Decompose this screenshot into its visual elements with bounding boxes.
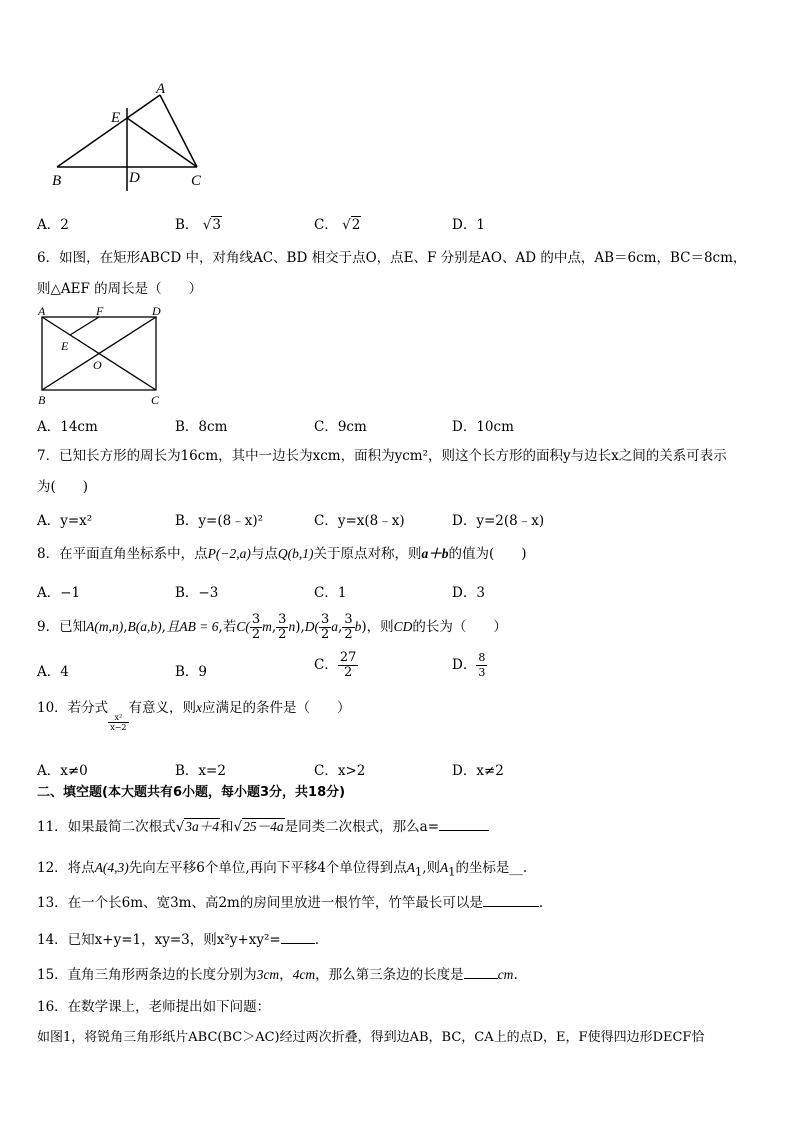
q8-expr: a＋b xyxy=(421,546,449,561)
q8-point-q: Q(b,1) xyxy=(277,546,314,561)
q9-if: 若 xyxy=(222,619,237,635)
q12-mid2: ,则 xyxy=(422,860,441,876)
q9-prefix: 9．已知 xyxy=(37,619,87,635)
q7-stem-line1: 7．已知长方形的周长为16cm，其中一边长为xcm，面积为ycm²，则这个长方形的面积y与边长x之间的关系可表示 xyxy=(37,448,727,464)
q9-option-b[interactable]: B．9 xyxy=(175,664,208,680)
q8-mid2: 关于原点对称，则 xyxy=(313,546,422,562)
q9-frac-3: $\frac{3}{2}$ xyxy=(321,612,330,642)
q5-option-d[interactable]: D．1 xyxy=(452,217,485,233)
q6-label-o: O xyxy=(93,358,102,372)
q6-label-a: A xyxy=(38,304,46,318)
q16-stem-line1: 16．在数学课上，老师提出如下问题： xyxy=(37,999,271,1015)
q15-text: 15．直角三角形两条边的长度分别为 xyxy=(37,967,257,983)
q9-frac-1: $\frac{3}{2}$ xyxy=(251,612,261,642)
q11-answer-blank[interactable] xyxy=(439,818,489,831)
q9-option-c[interactable] xyxy=(314,651,358,680)
q9-var-b: b xyxy=(354,619,362,634)
q6-label-e: E xyxy=(61,339,69,353)
q15-stem xyxy=(37,965,518,985)
q5-option-c-label: C． xyxy=(314,217,338,233)
q14-end: . xyxy=(314,932,319,948)
q13-end: . xyxy=(538,895,544,911)
q9-frac-4: $\frac{3}{2}$ xyxy=(344,612,353,642)
q12-sub-1: 1 xyxy=(415,865,423,879)
q5-option-c-radicand: 2 xyxy=(351,217,361,233)
q9-option-d[interactable] xyxy=(452,651,487,680)
q10-suffix: 应满足的条件是（ ） xyxy=(202,700,351,716)
q9-stem: 9．已知A(m,n),B(a,b),且AB = 6,若C( $\frac{3}{2}$ m, $\frac{3}{2}$ n),D( $\frac{3}{2}$ a, $\frac{3}{2}$ b)，则CD的长为（ ） xyxy=(37,612,507,642)
q7-stem-line2: 为( ) xyxy=(37,479,89,495)
q5-label-d: D xyxy=(129,170,140,186)
q14-text: 14．已知x+y=1，xy=3，则x²y+xy²= xyxy=(37,932,281,948)
q5-label-e: E xyxy=(111,110,121,126)
q14-answer-blank[interactable] xyxy=(281,931,315,944)
q13-stem xyxy=(37,893,543,913)
q6-option-a[interactable]: A．14cm xyxy=(37,419,98,435)
q6-option-b[interactable]: B．8cm xyxy=(175,419,228,435)
q8-stem xyxy=(37,544,527,564)
q10-option-d[interactable]: D．x≠2 xyxy=(452,763,504,779)
q9-option-a[interactable]: A．4 xyxy=(37,664,69,680)
q9-point-c: C( xyxy=(236,619,250,634)
q5-label-c: C xyxy=(191,173,202,189)
q10-stem xyxy=(37,698,351,732)
q9-point-a: A(m,n) xyxy=(86,619,124,634)
q5-label-a: A xyxy=(156,81,166,97)
q6-label-b: B xyxy=(38,393,46,407)
q12-sub-2: 1 xyxy=(448,865,456,879)
q9-segment-cd: CD xyxy=(393,619,413,634)
q10-mid: 有意义，则 xyxy=(128,700,196,716)
q15-end: . xyxy=(513,967,518,983)
q12-prefix: 12．将点 xyxy=(37,860,95,876)
q7-option-d[interactable]: D．y=2(8﹣x) xyxy=(452,513,545,529)
q5-label-b: B xyxy=(52,173,62,189)
q5-figure xyxy=(50,78,215,193)
q5-option-a[interactable]: A．2 xyxy=(37,217,69,233)
q5-option-b-label: B． xyxy=(175,217,199,233)
q9-option-d-frac: $\frac{8}{3}$ xyxy=(478,651,486,679)
q9-point-d: D( xyxy=(304,619,320,634)
q15-mid: ，那么第三条边的长度是 xyxy=(315,967,464,983)
q9-suffix: 的长为（ ） xyxy=(412,619,507,635)
q15-value-1: 3cm xyxy=(256,967,280,982)
q9-point-b: B(a,b) xyxy=(127,619,162,634)
q9-var-a: a xyxy=(331,619,339,634)
q5-option-b-radicand: 3 xyxy=(212,217,221,233)
q6-option-c[interactable]: C．9cm xyxy=(314,419,367,435)
q6-label-c: C xyxy=(151,393,160,407)
q6-label-d: D xyxy=(152,304,161,318)
q7-option-a[interactable]: A．y=x² xyxy=(37,513,93,529)
q11-suffix: 是同类二次根式，那么a= xyxy=(284,819,440,835)
q8-mid: 与点 xyxy=(250,546,278,562)
q11-radicand-2: 25－4a xyxy=(243,819,284,834)
q6-segment-ef xyxy=(70,317,99,335)
q16-stem-line2: 如图1，将锐角三角形纸片ABC(BC＞AC)经过两次折叠，得到边AB，BC，CA上的点D，E，F使得四边形DECF恰 xyxy=(37,1030,705,1045)
q12-point-a: A(4,3) xyxy=(94,860,129,875)
q8-option-c[interactable]: C．1 xyxy=(314,585,347,601)
q5-option-c[interactable]: C． √2 xyxy=(314,217,361,233)
q10-var-x: x xyxy=(196,700,202,715)
q9-option-c-label: C． xyxy=(314,657,338,673)
q12-mid: 先向左平移6个单位,再向下平移4个单位得到点 xyxy=(128,860,407,876)
q11-prefix: 11．如果最简二次根式 xyxy=(37,819,176,835)
q12-point-a1-ref: A xyxy=(440,860,449,875)
q13-text: 13．在一个长6m、宽3m、高2m的房间里放进一根竹竿，竹竿最长可以是 xyxy=(37,895,483,911)
q9-var-n: n xyxy=(288,619,296,634)
q13-answer-blank[interactable] xyxy=(483,894,539,907)
q9-condition: 且AB = 6 xyxy=(165,619,219,634)
q9-option-c-frac: $\frac{27}{2}$ xyxy=(339,650,357,680)
q5-line-ac xyxy=(160,95,197,167)
q5-option-b[interactable]: B． √3 xyxy=(175,217,221,233)
q6-figure xyxy=(34,303,169,408)
q12-suffix: 的坐标是__. xyxy=(455,860,528,876)
q8-option-a[interactable]: A．−1 xyxy=(37,585,81,601)
q5-line-ec xyxy=(127,118,197,167)
q6-stem-line2: 则△AEF 的周长是（ ） xyxy=(37,281,203,297)
q8-suffix: 的值为( ) xyxy=(448,546,527,562)
q10-fraction: $\frac{\text{x²}}{x-2}$ xyxy=(110,713,127,732)
q10-option-a[interactable]: A．x≠0 xyxy=(37,763,88,779)
q10-prefix: 10．若分式 xyxy=(37,700,109,716)
q6-label-f: F xyxy=(96,304,104,318)
q8-point-p: P(−2,a) xyxy=(207,546,251,561)
q12-point-a1: A xyxy=(406,860,416,875)
q15-unit: cm xyxy=(497,967,514,982)
q10-option-c[interactable]: C．x>2 xyxy=(314,763,366,779)
q7-option-b[interactable]: B．y=(8﹣x)² xyxy=(175,513,264,529)
q11-stem: 11．如果最简二次根式√3a＋4和√25－4a是同类二次根式，那么a= xyxy=(37,817,489,837)
q9-option-d-label: D． xyxy=(452,657,477,673)
q15-answer-blank[interactable] xyxy=(464,966,498,979)
q9-frac-2: $\frac{3}{2}$ xyxy=(278,612,287,642)
q15-sep: ， xyxy=(279,967,293,983)
section-2-heading: 二、填空题(本大题共有6小题，每小题3分，共18分) xyxy=(37,785,346,800)
q10-option-b[interactable]: B．x=2 xyxy=(175,763,226,779)
q7-option-c[interactable]: C．y=x(8﹣x) xyxy=(314,513,405,529)
q9-var-m: m xyxy=(262,619,272,634)
q6-option-d[interactable]: D．10cm xyxy=(452,419,514,435)
q8-prefix: 8．在平面直角坐标系中，点 xyxy=(37,546,208,562)
q8-option-b[interactable]: B．−3 xyxy=(175,585,219,601)
q12-stem xyxy=(37,858,527,883)
q11-radicand-1: 3a＋4 xyxy=(185,819,220,834)
q14-stem xyxy=(37,930,319,950)
q8-option-d[interactable]: D．3 xyxy=(452,585,485,601)
q15-value-2: 4cm xyxy=(292,967,316,982)
q11-mid: 和 xyxy=(220,819,234,835)
q6-stem-line1: 6．如图，在矩形ABCD 中，对角线AC、BD 相交于点O，点E、F 分别是AO、AD 的中点，AB＝6cm，BC＝8cm， xyxy=(37,250,747,266)
